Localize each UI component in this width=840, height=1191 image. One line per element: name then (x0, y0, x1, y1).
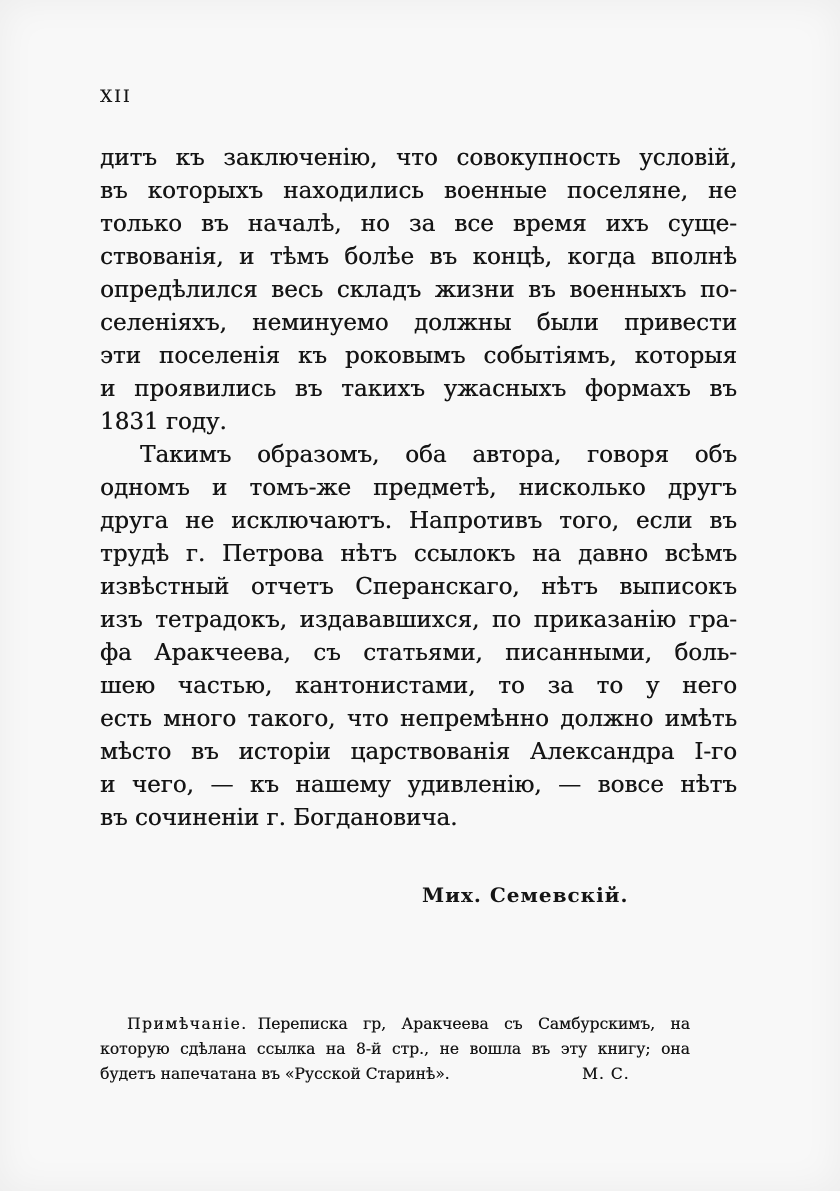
word: Аракчеева (401, 1015, 489, 1033)
word: которыя (634, 343, 737, 369)
word: статьями, (363, 640, 483, 666)
word: одномъ (100, 475, 190, 501)
word: Аракчеева, (154, 640, 291, 666)
word: другъ (667, 475, 737, 501)
word: кантонистами, (294, 673, 476, 699)
word: гра- (688, 607, 737, 633)
footnote (100, 1012, 690, 1087)
word: нѣтъ (680, 772, 737, 798)
word: Петрова (221, 541, 324, 567)
footnote-initials: М. С. (582, 1065, 630, 1083)
word: время (512, 211, 587, 237)
word: г. (185, 541, 206, 567)
word: книгу; (597, 1040, 651, 1058)
word: у (645, 673, 660, 699)
word: по- (699, 277, 737, 303)
word: ихъ (605, 211, 649, 237)
word: царствованія (350, 739, 510, 765)
word: но (360, 211, 390, 237)
word: выписокъ (619, 574, 737, 600)
text-line (100, 175, 737, 208)
word: находились (283, 178, 424, 204)
word: къ (297, 343, 327, 369)
word: удивленію, (407, 772, 542, 798)
word: въ (294, 376, 323, 402)
word: и (100, 376, 116, 402)
word: такихъ (341, 376, 425, 402)
text-line (100, 274, 737, 307)
word: изъ (100, 607, 143, 633)
word: эти (100, 343, 141, 369)
word: фа (100, 640, 132, 666)
word: шею (100, 673, 156, 699)
word: такого, (247, 706, 336, 732)
footnote-line (100, 1062, 690, 1087)
word: вовсе (597, 772, 664, 798)
word: оба (405, 442, 447, 468)
word: въ (531, 1040, 551, 1058)
text-line-first (100, 439, 737, 472)
word: къ (249, 772, 279, 798)
word: что (395, 145, 438, 171)
footnote-line (100, 1012, 690, 1037)
word: все (454, 211, 494, 237)
word: стр., (391, 1040, 429, 1058)
word: имѣть (664, 706, 737, 732)
text-line (100, 571, 737, 604)
word: на (325, 1040, 346, 1058)
word: не (708, 178, 737, 204)
word: ссылокъ (413, 541, 516, 567)
word: всѣмъ (664, 541, 737, 567)
word: на (670, 1015, 690, 1033)
word: вполнѣ (650, 244, 737, 270)
word: Самбурскимъ, (537, 1015, 656, 1033)
word: если (635, 508, 693, 534)
word: исторіи (238, 739, 331, 765)
word: Александра (529, 739, 675, 765)
word: тѣмъ (269, 244, 329, 270)
word: тетрадокъ, (155, 607, 287, 633)
footnote-line-text: будетъ напечатана въ «Русской Старинѣ». (100, 1065, 450, 1083)
word: частью, (177, 673, 273, 699)
author-signature: Мих. Семевскій. (422, 883, 629, 907)
word: формахъ (584, 376, 691, 402)
text-line (100, 769, 737, 802)
word: проявились (134, 376, 277, 402)
word: за (547, 673, 574, 699)
paragraph (100, 439, 737, 835)
word: то (498, 673, 525, 699)
text-line (100, 637, 737, 670)
word: складъ (336, 277, 422, 303)
word: концѣ, (472, 244, 552, 270)
word: извѣстный (100, 574, 230, 600)
word: отчетъ (250, 574, 334, 600)
word: и (238, 244, 255, 270)
word: она (660, 1040, 690, 1058)
word: Напротивъ (408, 508, 543, 534)
footnote-line-text (258, 1012, 690, 1037)
word: за (408, 211, 436, 237)
word: дитъ (100, 145, 157, 171)
word: много (163, 706, 237, 732)
word: — (210, 772, 234, 798)
word: — (558, 772, 582, 798)
word: Сперанскаго, (355, 574, 520, 600)
word: событіямъ, (483, 343, 617, 369)
word: томъ-же (249, 475, 352, 501)
word: совокупность (456, 145, 621, 171)
word: должны (413, 310, 512, 336)
word: неминуемо (252, 310, 389, 336)
word: сдѣлана (180, 1040, 247, 1058)
word: 8-й (355, 1040, 382, 1058)
paragraph (100, 142, 737, 439)
word: въ (528, 277, 556, 303)
word: къ (175, 145, 205, 171)
word: на (532, 541, 562, 567)
word: привести (624, 310, 737, 336)
word: которую (100, 1040, 170, 1058)
word: суще- (667, 211, 737, 237)
word: роковымъ (344, 343, 466, 369)
word: мѣсто (100, 739, 172, 765)
word: поселяне, (566, 178, 688, 204)
word: жизни (434, 277, 515, 303)
word: только (100, 211, 182, 237)
footnote-line (100, 1037, 690, 1062)
word: болѣе (344, 244, 415, 270)
word: весь (271, 277, 324, 303)
word: когда (567, 244, 636, 270)
word: исключаютъ. (231, 508, 392, 534)
text-line (100, 472, 737, 505)
text-line (100, 241, 737, 274)
word: опредѣлился (100, 277, 258, 303)
word: были (536, 310, 599, 336)
text-line (100, 373, 737, 406)
word: I-го (694, 739, 737, 765)
word: ствованія, (100, 244, 224, 270)
word: давно (577, 541, 648, 567)
word: въ (191, 739, 219, 765)
word: нѣтъ (340, 541, 397, 567)
word: нѣтъ (541, 574, 598, 600)
text-line (100, 142, 737, 175)
text-line-last: 1831 году. (100, 409, 227, 435)
word: должно (560, 706, 654, 732)
word: то (596, 673, 624, 699)
word: что (346, 706, 389, 732)
page-number: XII (100, 87, 132, 107)
word: въ (201, 211, 229, 237)
word: не (185, 508, 215, 534)
word: образомъ, (257, 442, 380, 468)
text-line (100, 538, 737, 571)
word: военныхъ (569, 277, 687, 303)
word: писанными, (505, 640, 652, 666)
word: боль- (674, 640, 737, 666)
word: которыхъ (147, 178, 264, 204)
word: по (491, 607, 522, 633)
word: издававшихся, (299, 607, 480, 633)
word: трудѣ (100, 541, 170, 567)
word: ссылка (256, 1040, 316, 1058)
word: не (439, 1040, 459, 1058)
word: гр, (363, 1015, 387, 1033)
word: и (100, 772, 116, 798)
footnote-label: Примѣчаніе. (127, 1015, 248, 1033)
word: въ (429, 244, 458, 270)
word: объ (694, 442, 737, 468)
text-line (100, 703, 737, 736)
text-line (100, 208, 737, 241)
text-line (100, 670, 737, 703)
word: Такимъ (140, 442, 232, 468)
word: друга (100, 508, 169, 534)
body-text (100, 142, 737, 835)
word: и (211, 475, 228, 501)
word: вошла (469, 1040, 522, 1058)
text-line (100, 736, 737, 769)
word: условій, (639, 145, 737, 171)
word: селеніяхъ, (100, 310, 227, 336)
word: автора, (472, 442, 562, 468)
word: ужасныхъ (443, 376, 567, 402)
text-line (100, 505, 737, 538)
word: есть (100, 706, 152, 732)
word: нисколько (518, 475, 646, 501)
text-line-last: въ сочиненіи г. Богдановича. (100, 805, 458, 831)
word: него (682, 673, 737, 699)
text-line (100, 307, 737, 340)
word: эту (560, 1040, 588, 1058)
word: съ (503, 1015, 523, 1033)
word: заключенію, (223, 145, 378, 171)
word: поселенія (158, 343, 280, 369)
word: непремѣнно (400, 706, 549, 732)
text-line (100, 604, 737, 637)
word: говоря (586, 442, 669, 468)
word: того, (559, 508, 619, 534)
text-line (100, 340, 737, 373)
word: въ (100, 178, 128, 204)
word: въ (709, 376, 737, 402)
word: съ (313, 640, 341, 666)
word: Переписка (257, 1015, 348, 1033)
word: началѣ, (247, 211, 342, 237)
word: чего, (131, 772, 194, 798)
word: приказанію (533, 607, 677, 633)
word: въ (709, 508, 737, 534)
word: военные (443, 178, 547, 204)
word: предметѣ, (373, 475, 497, 501)
word: нашему (295, 772, 391, 798)
